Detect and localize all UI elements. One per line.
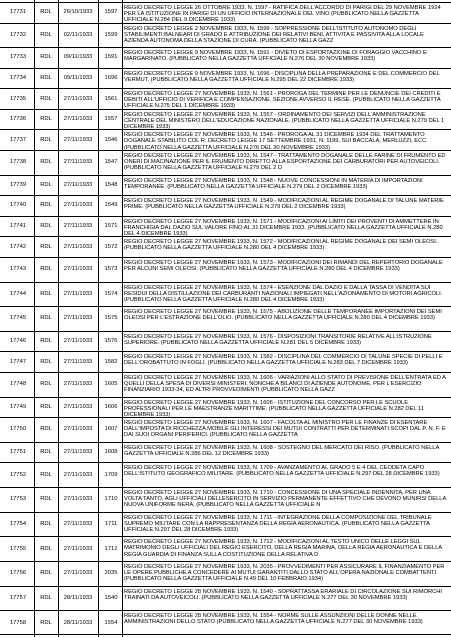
act-date: 27/11/1933 bbox=[63, 358, 93, 365]
act-date: 28/11/1933 bbox=[63, 619, 93, 626]
record-id: 17735 bbox=[9, 95, 27, 102]
act-number: 1709 bbox=[104, 471, 118, 478]
act-type: RDL bbox=[40, 266, 52, 273]
act-number: 2035 bbox=[104, 570, 118, 577]
act-date: 26/10/1933 bbox=[63, 9, 93, 16]
table-row bbox=[0, 586, 451, 611]
record-id: 17745 bbox=[9, 315, 27, 322]
act-description: REGIO DECRETO LEGGE 28 NOVEMBRE 1933, N. 1554 - NORME SULLE ASSUNZIONI DELLE DONNE NELLE AMMINISTRAZIONI DELLO STATO (PUBBLICATO NELLA GAZZETTA UFFICIALE N.277 DEL 30 NOVEMBRE 1933) bbox=[124, 613, 423, 626]
act-number: 1710 bbox=[104, 496, 118, 503]
act-number: 1575 bbox=[104, 315, 118, 322]
act-number: 1549 bbox=[104, 202, 118, 209]
act-date: 09/11/1933 bbox=[63, 54, 93, 61]
act-date: 27/11/1933 bbox=[63, 403, 93, 410]
act-date: 27/11/1933 bbox=[63, 95, 93, 102]
act-number: 1554 bbox=[104, 619, 118, 626]
record-id: 17737 bbox=[9, 136, 27, 143]
table-row bbox=[0, 2, 451, 23]
act-type: RDL bbox=[40, 202, 52, 209]
act-type: RDL bbox=[40, 496, 52, 503]
act-date: 27/11/1933 bbox=[63, 116, 93, 123]
act-type: RDL bbox=[40, 545, 52, 552]
record-id: 17741 bbox=[9, 222, 27, 229]
act-number: 1571 bbox=[104, 222, 118, 229]
act-date: 27/11/1933 bbox=[63, 266, 93, 273]
act-number: 1582 bbox=[104, 358, 118, 365]
act-number: 1696 bbox=[104, 75, 118, 82]
act-description: REGIO DECRETO LEGGE 27 NOVEMBRE 1933, N. 1549 - MODIFICAZIONI AL REGIME DOGANALE DI TALUNE MATERIE PRIME. (PUBBLICATO NELLA GAZZETTA UFFICIALE N.279 DEL 2 DICEMBRE 1933) bbox=[124, 198, 444, 211]
act-description: REGIO DECRETO LEGGE 27 NOVEMBRE 1933, N. 1712 - MODIFICAZIONI AL TESTO UNICO DELLE LEGGI SUL MATRIMONIO DEGLI UFFICIALI DEL REGIO ESERCITO, DELLA REGIA MARINA, DELLA REGIA AERONAUTICA E DELLA REGIA GUARDIA DI FINANZA SULLA COSTITUZIONE DELLA RELATIVA D bbox=[124, 539, 442, 558]
act-type: RDL bbox=[40, 315, 52, 322]
table-row bbox=[0, 372, 451, 397]
act-description: REGIO DECRETO LEGGE 28 NOVEMBRE 1933, N. 1540 - SOPRATTASSA ERARIALE DI CIRCOLAZIONE SUI RIMORCHI TRAINATI DA AUTOVEICOLI. (PUBBLICATO NELLA GAZZETTA UFFICIALE N.277 DEL 30 NOVEMBRE 1933) bbox=[124, 588, 442, 601]
record-id: 17752 bbox=[9, 471, 27, 478]
record-id: 17736 bbox=[9, 116, 27, 123]
act-description: REGIO DECRETO LEGGE 27 NOVEMBRE 1933, N. 1575 - ABOLIZIONE DELLE TEMPORANEE IMPORTAZIONI DEI SEMI OLEOSI PER L'ESTRAZIONE DELL'OLIO. (PUBBLICATO NELLA GAZZETTA UFFICIALE N.280 DEL 4 DICEMBRE 1933) bbox=[124, 309, 442, 322]
record-id: 17746 bbox=[9, 338, 27, 345]
table-row bbox=[0, 487, 451, 512]
act-date: 27/11/1933 bbox=[63, 315, 93, 322]
act-type: RDL bbox=[40, 31, 52, 38]
act-type: RDL bbox=[40, 95, 52, 102]
act-description: REGIO DECRETO LEGGE 26 OTTOBRE 1933, N. 1597 - RATIFICA DELL'ACCORDO DI PARIGI DEL 29 NOVEMBRE 1924 PER LA ISTITUZIONE IN PARIGI DI UN UFFICIO INTERNAZIONALE DEL VINO (PUBBLICATO NELLA GAZZETTA UFFICIALE N.284 DEL 9 DICEMBRE 1933) bbox=[124, 5, 441, 23]
record-id: 17738 bbox=[9, 159, 27, 166]
act-number: 1711 bbox=[104, 520, 118, 527]
act-type: RDL bbox=[40, 403, 52, 410]
record-id: 17757 bbox=[9, 594, 27, 601]
table-row bbox=[0, 68, 451, 89]
act-date: 27/11/1933 bbox=[63, 545, 93, 552]
act-type: RDL bbox=[40, 594, 52, 601]
act-description: REGIO DECRETO LEGGE 27 NOVEMBRE 1933, N. 1711 - INTEGRAZIONE DELLA COMPOSIZIONE DEL TRIBUNALE SUPREMO MILITARE CON LA RAPPRESENTANZA DELLA REGIA AERONAUTICA. (PUBBLICATO NELLA GAZZETTA UFFICIALE N.297 DEL 28 DICEMBRE 1933) bbox=[124, 514, 432, 533]
record-id: 17733 bbox=[9, 54, 27, 61]
record-id: 17758 bbox=[9, 619, 27, 626]
act-description: REGIO DECRETO LEGGE 27 NOVEMBRE 1933, N. 1607 - FACOLTA AL MINISTRO PER LE FINANZE DI ESENTARE DALL'IMPOSTA DI RICCHEZZA MOBILE GLI INTERESSI DEI MUTUI CONTRATTI PER DETERMINATI SCOPI DAL P. N. F. E DAI SUOI ORGANI PERIFERICI. (PUBBLICATO NELLA GAZZETTA bbox=[124, 420, 446, 439]
act-number: 1605 bbox=[104, 381, 118, 388]
act-date: 27/11/1933 bbox=[63, 381, 93, 388]
act-date: 27/11/1933 bbox=[63, 471, 93, 478]
table-row bbox=[0, 195, 451, 216]
act-description: REGIO DECRETO LEGGE 27 NOVEMBRE 1933, N. 1561 - PROROGA DEL TERMINE PER LE DENUNCIE DEI CREDITI E DEBITI ALL'UFFICIO DI VERIFICA E COMPENSAZIONE. SEZIONE AVVERSO IL RESE. (PUBBLICATO NELLA GAZZETTA UFFICIALE N.275 DEL 1 DICEMBRE 1933) bbox=[124, 91, 441, 109]
table-row bbox=[0, 282, 451, 307]
act-description: REGIO DECRETO LEGGE 27 NOVEMBRE 1933, N. 1546 - PROROGA AL 31 DICEMBRE 1934 DEL TRATTAMENTO DOGANALE STABILITO COL R. DECRETO LEGGE 17 SETTEMBRE 1931, N. 1199, SUI BACCALA, MERLUZZI, ECC. (PUBBLICATO NELLA GAZZETTA UFFICIALE N.276 DEL 30 NOVEMBRE 1933) bbox=[124, 132, 428, 150]
act-description: REGIO DECRETO LEGGE 27 NOVEMBRE 1933, N. 1571 - MODIFICAZIONI AI LIMITI DEI PROVENTI DI AMMETTERE IN FRANCHIGIA DAL DAZIO SUL VALORE FINO AL 31 DICEMBRE 1933. (PUBBLICATO NELLA GAZZETTA UFFICIALE N.280 DEL 4 DICEMBRE 1933) bbox=[124, 218, 443, 237]
act-type: RDL bbox=[40, 471, 52, 478]
table-row bbox=[0, 417, 451, 442]
act-number: 1548 bbox=[104, 181, 118, 188]
act-type: RDL bbox=[40, 381, 52, 388]
act-number: 1540 bbox=[104, 594, 118, 601]
record-id: 17749 bbox=[9, 403, 27, 410]
act-number: 1599 bbox=[104, 31, 118, 38]
act-description: REGIO DECRETO LEGGE 27 NOVEMBRE 1933, N. 1582 - DISCIPLINA DEL COMMERCIO DI TALUNE SPECIE DI PELLI E DELL'OROBATTUTO IN FOGLI. (PUBBLICATO NELLA GAZZETTA UFFICIALE N.283 DEL 7 DICEMBRE 1933) bbox=[124, 354, 443, 367]
act-date: 27/11/1933 bbox=[63, 570, 93, 577]
act-date: 27/11/1933 bbox=[63, 202, 93, 209]
act-type: RDL bbox=[40, 222, 52, 229]
act-number: 1591 bbox=[104, 54, 118, 61]
record-id: 17742 bbox=[9, 243, 27, 250]
act-description: REGIO DECRETO LEGGE 27 NOVEMBRE 1933, N. 1576 - DISPOSIZIONI TRANSITORIE RELATIVE ALL'ISTRUZIONE SUPERIORE. (PUBBLICATO NELLA GAZZETTA UFFICIALE N.281 DEL 5 DICEMBRE 1933) bbox=[124, 333, 432, 346]
act-description: REGIO DECRETO LEGGE 27 NOVEMBRE 1933, N. 1606 - ISTITUZIONE DEL CONCORSO PER LE SCUOLE PROFESSIONALI PER LE MAESTRANZE MARITTIME. (PUBBLICATO NELLA GAZZETTA UFFICIALE N.282 DEL 11 DICEMBRE 1933) bbox=[124, 399, 424, 418]
act-description: REGIO DECRETO LEGGE 2 NOVEMBRE 1933, N. 1599 - SOPPRESSIONE DELL'ISTITUTO AUTONOMO DEGLI STABILIMENTI BALNEARI DI GRADO E ATTRIBUZIONE DEI RELATIVI BENI, ATTIVITA E PASSIVITA ALLA LOCALE AZIENDA AUTONOMA DELLA STAZIONE DI CURA. (PUBBLICATO NELLA GAZZ bbox=[124, 25, 424, 44]
act-number: 1557 bbox=[104, 116, 118, 123]
act-type: RDL bbox=[40, 116, 52, 123]
act-number: 1607 bbox=[104, 426, 118, 433]
table-row bbox=[0, 512, 451, 537]
table-row bbox=[0, 216, 451, 237]
act-description: REGIO DECRETO LEGGE 27 NOVEMBRE 1933, N. 1710 - CONCESSIONE DI UNA SPECIALE INDENNITA, PER UNA VOLTA TANTO, AGLI UFFICIALI DELLESERCITO IN SERVIZIO PERMANENTE EFFETTIVO CHE DEVONO MUNIRSI DELLA NUOVA UNIFORME NERA. (PUBBLICATO NELLA GAZZETTA UFFICIALE N bbox=[124, 490, 446, 509]
act-date: 27/11/1933 bbox=[63, 136, 93, 143]
act-date: 27/11/1933 bbox=[63, 222, 93, 229]
act-type: RDL bbox=[40, 243, 52, 250]
record-id: 17755 bbox=[9, 545, 27, 552]
act-date: 27/11/1933 bbox=[63, 449, 93, 456]
act-date: 27/11/1933 bbox=[63, 290, 93, 297]
table-row bbox=[0, 236, 451, 257]
record-id: 17754 bbox=[9, 520, 27, 527]
table-row bbox=[0, 462, 451, 487]
act-description: REGIO DECRETO LEGGE 27 NOVEMBRE 1933, N. 1573 - MODIFICAZIONI DEI RIMANDI DEL REPERTORIO DOGANALE PER ALCUNI SEMI OLEOSI. (PUBBLICATO NELLA GAZZETTA UFFICIALE N.280 DEL 4 DICEMBRE 1933) bbox=[124, 259, 443, 272]
table-row bbox=[0, 306, 451, 331]
act-date: 28/11/1933 bbox=[63, 594, 93, 601]
act-type: RDL bbox=[40, 9, 52, 16]
record-id: 17753 bbox=[9, 496, 27, 503]
record-id: 17734 bbox=[9, 75, 27, 82]
act-number: 1576 bbox=[104, 338, 118, 345]
act-description: REGIO DECRETO LEGGE 27 NOVEMBRE 1933, N. 1709 - AVANZAMENTO AL GRADO 5 E 4 DEL CEODETA CAPO DELL'ISTITUTO GEOGRAFICO MILITARE. (PUBBLICATO NELLA GAZZETTA UFFICIALE N.297 DEL 28 DICEMBRE 1933) bbox=[124, 465, 440, 478]
table-row bbox=[0, 257, 451, 282]
act-type: RDL bbox=[40, 619, 52, 626]
table-row bbox=[0, 47, 451, 68]
record-id: 17756 bbox=[9, 570, 27, 577]
act-type: RDL bbox=[40, 181, 52, 188]
act-number: 1608 bbox=[104, 449, 118, 456]
act-date: 27/11/1933 bbox=[63, 243, 93, 250]
act-date: 02/11/1933 bbox=[63, 31, 93, 38]
act-description: REGIO DECRETO LEGGE 9 NOVEMBRE 1933, N. 1696 - DISCIPLINA DELLA PREPARAZIONE E DEL COMMERCIO DEL VERMUT. (PUBBLICATO NELLA GAZZETTA UFFICIALE N.295 DEL 22 DICEMBRE 1933) bbox=[124, 70, 440, 83]
table-row bbox=[0, 88, 451, 109]
act-date: 27/11/1933 bbox=[63, 496, 93, 503]
act-date: 27/11/1933 bbox=[63, 338, 93, 345]
table-row bbox=[0, 351, 451, 372]
act-date: 27/11/1933 bbox=[63, 520, 93, 527]
act-type: RDL bbox=[40, 358, 52, 365]
act-number: 1573 bbox=[104, 266, 118, 273]
act-type: RDL bbox=[40, 449, 52, 456]
record-id: 17740 bbox=[9, 202, 27, 209]
record-id: 17731 bbox=[9, 9, 27, 16]
act-type: RDL bbox=[40, 426, 52, 433]
table-row bbox=[0, 109, 451, 130]
record-id: 17748 bbox=[9, 381, 27, 388]
record-id: 17751 bbox=[9, 449, 27, 456]
table-row bbox=[0, 397, 451, 418]
record-id: 17732 bbox=[9, 31, 27, 38]
act-description: REGIO DECRETO LEGGE 27 NOVEMBRE 1933, N. 1547 - TRATTAMENTO DOGANALE DELLE FARINE DI FRUMENTO ED ONERI DI MACINAZIONE PER IL FRUMENTO DIRETTO ALLA ESPORTAZIONE DEI CARBURATORI PER AUTOVEICOLI. (PUBBLICATO NELLA GAZZETTA UFFICIALE N.279 DEL 2 D bbox=[124, 153, 446, 172]
act-number: 1606 bbox=[104, 403, 118, 410]
act-date: 27/11/1933 bbox=[63, 159, 93, 166]
act-type: RDL bbox=[40, 159, 52, 166]
act-description: REGIO DECRETO LEGGE 27 NOVEMBRE 1933, N. 2035 - PROVVEDIMENTI PER ASSICURARE IL FINANZIAMENTO PER LE OPERE PUBBLICHE A CONCEDERE AI MUTUI GARANTITI DALLO STATO ALL'OPERA NAZIONALE COMBATTENTI. (PUBBLICATO NELLA GAZZETTA UFFICIALE N.49 DEL 10 FEBBRAIO 1934) bbox=[124, 564, 445, 583]
act-description: REGIO DECRETO LEGGE 27 NOVEMBRE 1933, N. 1574 - ESENZIONE DAL DAZIO E DALLA TASSA DI VENDITA SUI RESIDUI DELLA DISTILLAZIONE DEI CARBURANTI NAZIONALI IMPIEGATI NELL'AZIONAMENTO DI MOTORI AGRICOLI. (PUBBLICATO NELLA GAZZETTA UFFICIALE N.280 DEL 4 DICEMBRE 1933) bbox=[124, 284, 443, 303]
act-type: RDL bbox=[40, 520, 52, 527]
act-number: 1574 bbox=[104, 290, 118, 297]
table-row bbox=[0, 129, 451, 150]
act-description: REGIO DECRETO LEGGE 27 NOVEMBRE 1933, N. 1572 - MODIFICAZIONI AL REGIME DOGANALE DEI SEMI OLEOSI. (PUBBLICATO NELLA GAZZETTA UFFICIALE N.280 DEL 4 DICEMBRE 1933) bbox=[124, 239, 438, 252]
table-row bbox=[0, 150, 451, 175]
act-date: 09/11/1933 bbox=[63, 75, 93, 82]
record-id: 17744 bbox=[9, 290, 27, 297]
act-number: 1546 bbox=[104, 136, 118, 143]
record-id: 17739 bbox=[9, 181, 27, 188]
act-number: 1597 bbox=[104, 9, 118, 16]
table-row bbox=[0, 442, 451, 463]
record-id: 17743 bbox=[9, 266, 27, 273]
table-row bbox=[0, 536, 451, 561]
act-type: RDL bbox=[40, 75, 52, 82]
act-number: 1572 bbox=[104, 243, 118, 250]
act-number: 1561 bbox=[104, 95, 118, 102]
act-description: REGIO DECRETO LEGGE 27 NOVEMBRE 1933, N. 1557 - ORDINAMENTO DEI SERVIZI DELL'AMMINISTRAZIONE CENTRALE DEL MINISTERO DELL'EDUCAZIONE NAZIONALE. (PUBBLICATO NELLA GAZZETTA UFFICIALE N.279 DEL 1 DICEMBRE 1933) bbox=[124, 111, 445, 130]
act-description: REGIO DECRETO LEGGE 27 NOVEMBRE 1933, N. 1605 - VARIAZIONI ALLO STATO DI PREVISIONE DELL'ENTRATA ED A QUELLI DELLA SPESA DI DIVERSI MINISTERI, NONCHE A BILANCI DI AZIENDE AUTONOME, PER L'ESERCIZIO FINANZIARIO 1933-34, ED ALTRI PROVVEDIMENTI (PUBBLICATO NELLA GAZZ bbox=[124, 374, 446, 394]
act-number: 1547 bbox=[104, 159, 118, 166]
act-type: RDL bbox=[40, 136, 52, 143]
act-description: REGIO DECRETO LEGGE 27 NOVEMBRE 1933, N. 1548 - NUOVE CONCESSIONI IN MATERIA DI IMPORTAZIONI TEMPORANEE. (PUBBLICATO NELLA GAZZETTA UFFICIALE N.279 DEL 2 DICEMBRE 1933) bbox=[124, 177, 423, 190]
table-row bbox=[0, 331, 451, 352]
record-id: 17750 bbox=[9, 426, 27, 433]
act-type: RDL bbox=[40, 290, 52, 297]
act-type: RDL bbox=[40, 338, 52, 345]
act-date: 27/11/1933 bbox=[63, 426, 93, 433]
act-type: RDL bbox=[40, 54, 52, 61]
table-row bbox=[0, 175, 451, 196]
act-date: 27/11/1933 bbox=[63, 181, 93, 188]
table-row bbox=[0, 23, 451, 48]
act-description: REGIO DECRETO LEGGE 27 NOVEMBRE 1933, N. 1608 - SOSTEGNO DEL MERCATO DEI RISO. (PUBBLICATO NELLA GAZZETTA UFFICIALE N.286 DEL 12 DICEMBRE 1933) bbox=[124, 444, 439, 457]
table-row bbox=[0, 610, 451, 635]
record-id: 17747 bbox=[9, 358, 27, 365]
act-description: REGIO DECRETO LEGGE 9 NOVEMBRE 1933, N. 1591 - DIVIETO DI ESPORTAZIONE DI FORAGGIO VACCHINO E MARGARINATO. (PUBBLICATO NELLA GAZZETTA UFFICIALE N.276 DEL 30 NOVEMBRE 1933) bbox=[124, 50, 427, 63]
act-type: RDL bbox=[40, 570, 52, 577]
table-row bbox=[0, 561, 451, 586]
act-number: 1712 bbox=[104, 545, 118, 552]
